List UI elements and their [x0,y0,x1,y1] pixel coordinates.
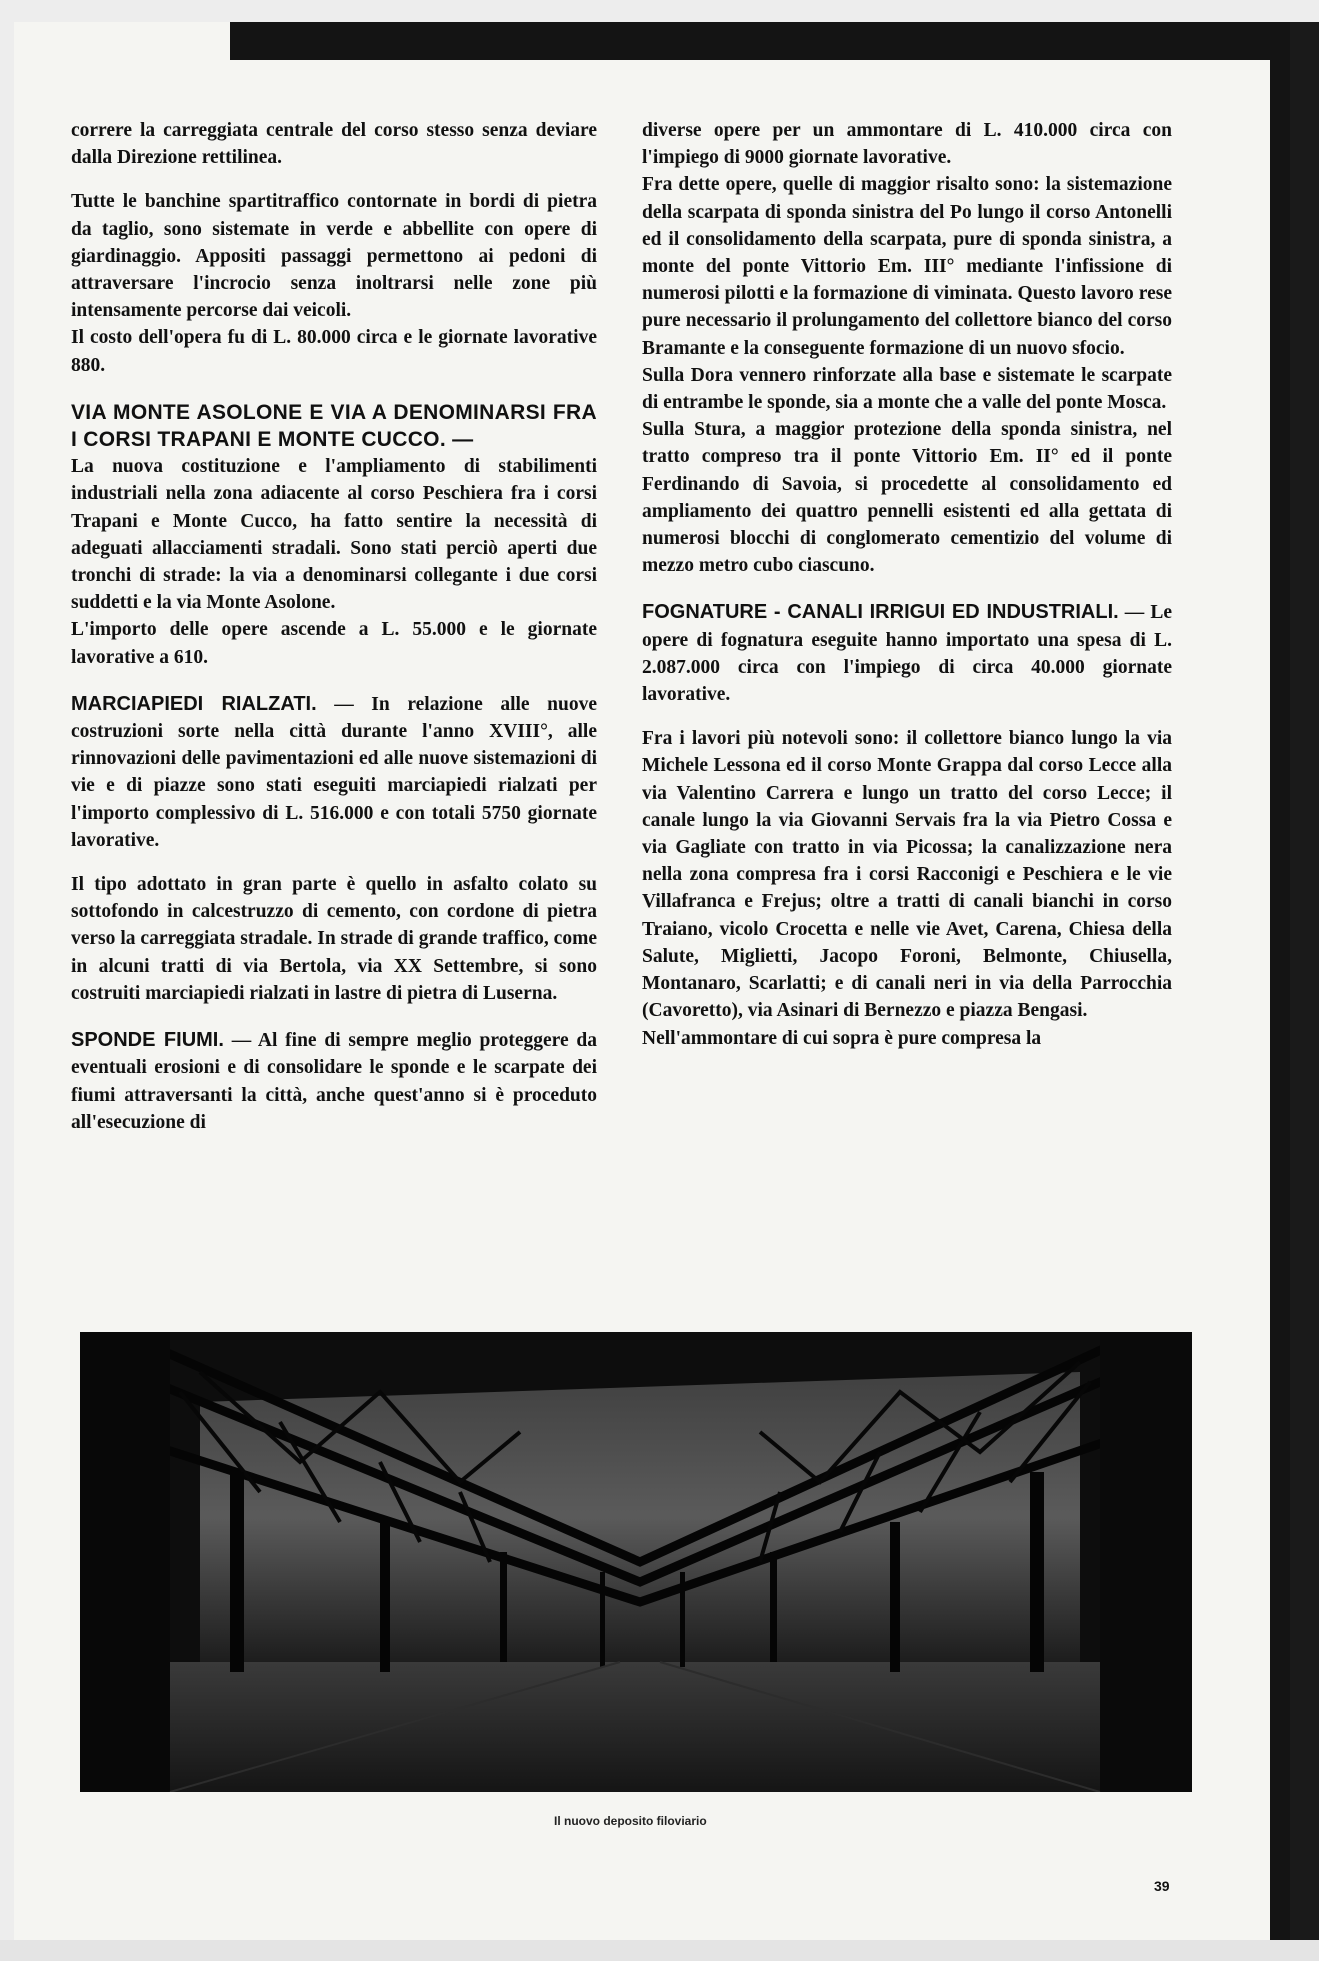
paragraph: Sulla Stura, a maggior protezione della sponda sinistra, nel tratto compreso tra il ponte Vittorio Em. II° ed il ponte Ferdinando di Savoia, si procedette al consolidamento ed ampliamento dei quattro pennelli esistenti ed alla gettata di numerosi blocchi di conglomerato cementizio del volume di mezzo metro cubo ciascuno. [642,419,1172,577]
page-number: 39 [1154,1878,1170,1894]
paragraph: La nuova costituzione e l'ampliamento di stabilimenti industriali nella zona adiacente al corso Peschiera fra i corsi Trapani e Monte Cucco, ha fatto sentire la necessità di adeguati allacciamenti stradali. Sono stati perciò aperti due tronchi di strade: la via a denominarsi collegante i due corsi suddetti e la via Monte Asolone. [71,456,597,614]
section-heading-via-monte-asolone: VIA MONTE ASOLONE E VIA A DENOMINARSI FRA I CORSI TRAPANI E MONTE CUCCO. — [71,400,597,452]
photo-caption: Il nuovo deposito filoviario [554,1814,707,1828]
paragraph: Fra dette opere, quelle di maggior risalto sono: la sistemazione della scarpata di sponda sinistra del Po lungo il corso Antonelli ed il consolidamento della scarpata, pure di sponda sinistra, a monte del ponte Vittorio Em. III° mediante l'infissione di numerosi pilotti e la formazione di viminata. Questo lavoro rese pure necessario il prolungamento del collettore bianco del corso Bramante e la conseguente formazione di un nuovo sfocio. [642,174,1172,359]
paragraph: Nell'ammontare di cui sopra è pure compresa la [642,1027,1042,1049]
section-heading-marciapiedi: MARCIAPIEDI RIALZATI. [71,692,317,715]
paragraph-text: — In relazione alle nuove costruzioni sorte nella città durante l'anno XVIII°, alle rinnovazioni delle pavimentazioni ed alle nuove sistemazioni di vie e di piazze sono stati eseguiti marciapiedi rialzati per l'importo complessivo di L. 516.000 e con totali 5750 giornate lavorative. [71,693,598,851]
paragraph [71,691,597,854]
section-heading-fognature: FOGNATURE - CANALI IRRIGUI ED INDUSTRIALI. [642,601,1119,624]
paragraph-text: — Le opere di fognatura eseguite hanno importato una spesa di L. 2.087.000 circa con l'impiego di circa 40.000 giornate lavorative. [642,602,1172,706]
paragraph: Tutte le banchine spartitraffico contornate in bordi di pietra da taglio, sono sistemate in verde e abbellite con opere di giardinaggio. Appositi passaggi permettono ai pedoni di attraversare l'incrocio senza inoltrarsi nelle zone più intensamente percorse dai veicoli. [71,191,597,322]
paragraph: diverse opere per un ammontare di L. 410.000 circa con l'impiego di 9000 giornate lavorative. [642,120,1172,169]
paragraph: L'importo delle opere ascende a L. 55.000 e le giornate lavorative a 610. [71,619,597,668]
depot-interior-illustration [80,1332,1192,1792]
document-page [14,22,1290,1940]
paragraph [642,599,1172,708]
paragraph: Il tipo adottato in gran parte è quello in asfalto colato su sottofondo in calcestruzzo di cemento, con cordone di pietra verso la carreggiata stradale. In strade di grande traffico, come in alcuni tratti di via Bertola, via XX Settembre, si sono costruiti marciapiedi rialzati in lastre di pietra di Luserna. [71,874,597,1004]
paragraph [71,1027,597,1136]
paragraph: Il costo dell'opera fu di L. 80.000 circa e le giornate lavorative 880. [71,327,597,376]
paragraph: Fra i lavori più notevoli sono: il collettore bianco lungo la via Michele Lessona ed il corso Monte Grappa dal corso Lecce alla via Valentino Carrera e lungo un tratto del corso Lecce; il canale lungo la via Giovanni Servais fra la via Pietro Cossa e via Gagliate con tratto in via Picossa; la canalizzazione nera nella zona compresa fra i corsi Racconigi e Peschiera e le vie Villafranca e Frejus; oltre a tratti di canali bianchi in corso Traiano, vicolo Crocetta e nelle vie Avet, Carena, Chiesa della Salute, Miglietti, Jacopo Foroni, Belmonte, Chiusella, Montanaro, Scarlatti; e di canali neri in via della Parrocchia (Cavoretto), via Asinari di Bernezzo e piazza Bengasi. [642,728,1172,1022]
scan-border-left [0,0,14,1961]
paragraph: correre la carreggiata centrale del corso stesso senza deviare dalla Direzione rettilinea. [71,120,597,169]
page-shadow-top [230,22,1290,60]
page-shadow-right [1270,22,1290,1940]
section-heading-sponde-fiumi: SPONDE FIUMI. [71,1029,224,1052]
depot-interior-photo [80,1332,1192,1792]
scan-border-bottom [0,1940,1319,1961]
left-column [71,117,597,1153]
right-column [642,117,1172,1069]
paragraph-text: — Al fine di sempre meglio proteggere da eventuali erosioni e di consolidare le sponde e le scarpate dei fiumi attraversanti la città, anche quest'anno si è proceduto all'esecuzione di [71,1030,597,1133]
paragraph: Sulla Dora vennero rinforzate alla base e sistemate le scarpate di entrambe le sponde, sia a monte che a valle del ponte Mosca. [642,364,1172,414]
